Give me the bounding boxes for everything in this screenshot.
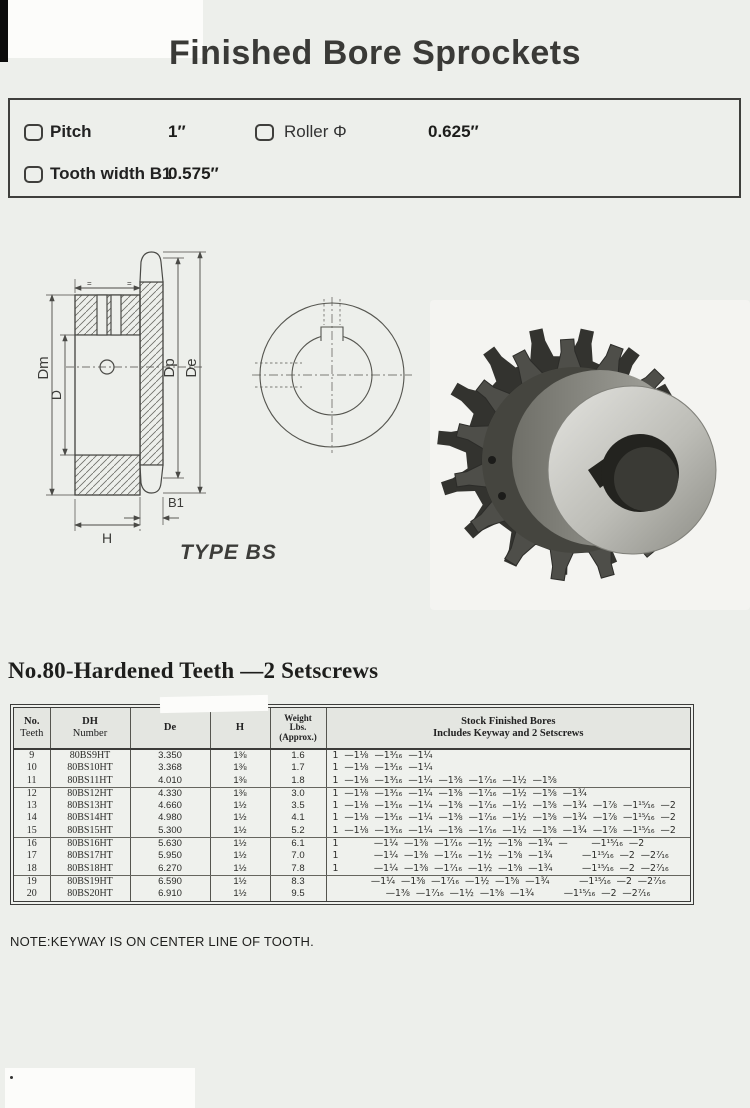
cell-dh: 80BS9HT	[50, 749, 130, 762]
col-header-h: H	[210, 708, 270, 749]
dim-label-dp: Dp	[161, 358, 178, 378]
spec-toothwidth-label: Tooth width B1	[50, 164, 172, 183]
sprocket-photo	[430, 300, 750, 610]
cell-de: 4.980	[130, 812, 210, 824]
cell-weight: 6.1	[270, 838, 326, 851]
cell-bores: 1 —1⅛ —1³⁄₁₆ —1¼ —1⅜ —1⁷⁄₁₆ —1½ —1⅝ —1¾ —1⅞ —1¹⁵⁄₁₆ —2	[332, 812, 676, 824]
table-row	[14, 838, 690, 851]
bullet-icon	[24, 166, 43, 183]
cell-dh: 80BS11HT	[50, 775, 130, 788]
cell-de: 6.270	[130, 863, 210, 876]
spec-roller-label: Roller Φ	[284, 122, 347, 141]
cell-teeth: 14	[14, 812, 50, 824]
cell-h: 1½	[210, 812, 270, 824]
cell-weight: 9.5	[270, 888, 326, 900]
cell-h: 1½	[210, 800, 270, 812]
table-row	[14, 775, 690, 788]
bullet-icon	[255, 124, 274, 141]
cell-teeth: 11	[14, 775, 50, 788]
cell-bores: 1 —1⅛ —1³⁄₁₆ —1¼ —1⅜ —1⁷⁄₁₆ —1½ —1⅝	[326, 775, 690, 788]
cell-h: 1½	[210, 863, 270, 876]
spec-roller-value: 0.625″	[428, 122, 479, 141]
scan-whiteout-patch	[160, 695, 268, 713]
dim-label-b1: B1	[168, 495, 184, 510]
cell-weight: 7.0	[270, 850, 326, 862]
cell-de: 3.350	[130, 749, 210, 762]
cell-weight: 1.6	[270, 749, 326, 762]
col-header-weight: Weight Lbs. (Approx.)	[270, 708, 326, 749]
cell-dh: 80BS19HT	[50, 875, 130, 888]
setscrew-hole	[488, 456, 496, 464]
cell-bores: 1 —1¼ —1⅜ —1⁷⁄₁₆ —1½ —1⅝ —1¾ —1¹⁵⁄₁₆ —2 —2⁷⁄₁₆	[326, 863, 690, 876]
cell-dh: 80BS12HT	[50, 787, 130, 800]
cell-teeth: 12	[14, 787, 50, 800]
technical-drawing	[30, 235, 430, 580]
cell-de: 4.660	[130, 800, 210, 812]
cell-teeth: 16	[14, 838, 50, 851]
cell-bores: —1⅜ —1⁷⁄₁₆ —1½ —1⅝ —1¾ —1¹⁵⁄₁₆ —2 —2⁷⁄₁₆	[332, 888, 651, 900]
cell-de: 4.330	[130, 787, 210, 800]
table-row	[14, 787, 690, 800]
cell-h: 1½	[210, 825, 270, 838]
cell-dh: 80BS17HT	[50, 850, 130, 862]
table-body	[14, 749, 690, 901]
dim-label-d: D	[48, 389, 64, 401]
equal-mark: =	[127, 279, 132, 288]
cell-teeth: 17	[14, 850, 50, 862]
cell-h: 1½	[210, 838, 270, 851]
cell-teeth: 15	[14, 825, 50, 838]
col-header-de: De	[130, 708, 210, 749]
bore-inner-shade	[614, 447, 678, 511]
cell-de: 3.368	[130, 762, 210, 774]
cell-h: 1½	[210, 850, 270, 862]
cell-de: 5.950	[130, 850, 210, 862]
cell-teeth: 9	[14, 749, 50, 762]
cell-dh: 80BS18HT	[50, 863, 130, 876]
cell-bores: 1 —1¼ —1⅜ —1⁷⁄₁₆ —1½ —1⅝ —1¾ —1¹⁵⁄₁₆ —2 —2⁷⁄₁₆	[332, 850, 669, 862]
cell-weight: 8.3	[270, 875, 326, 888]
table-row	[14, 800, 690, 812]
bullet-icon	[24, 124, 43, 141]
table-heading: No.80-Hardened Teeth —2 Setscrews	[8, 658, 379, 683]
footnote: NOTE:KEYWAY IS ON CENTER LINE OF TOOTH.	[10, 934, 314, 949]
cell-de: 5.300	[130, 825, 210, 838]
cell-h: 1⅜	[210, 775, 270, 788]
cell-bores: 1 —1¼ —1⅜ —1⁷⁄₁₆ —1½ —1⅝ —1¾ — —1¹⁵⁄₁₆ —2	[332, 838, 645, 850]
table-row	[14, 875, 690, 888]
cell-h: 1⅜	[210, 749, 270, 762]
dim-label-dm: Dm	[35, 356, 52, 380]
cell-bores: 1 —1⅛ —1³⁄₁₆ —1¼	[332, 750, 433, 761]
cell-teeth: 19	[14, 875, 50, 888]
cell-teeth: 20	[14, 888, 50, 900]
cell-weight: 4.1	[270, 812, 326, 824]
cell-weight: 3.5	[270, 800, 326, 812]
cell-de: 5.630	[130, 838, 210, 851]
table-row	[14, 749, 690, 762]
cell-dh: 80BS20HT	[50, 888, 130, 900]
cell-weight: 5.2	[270, 825, 326, 838]
table-row	[14, 863, 690, 876]
spec-pitch-label: Pitch	[50, 122, 92, 141]
cell-dh: 80BS10HT	[50, 762, 130, 774]
table-row	[14, 888, 690, 900]
cell-teeth: 18	[14, 863, 50, 876]
cell-h: 1½	[210, 875, 270, 888]
col-header-bores: Stock Finished Bores Includes Keyway and 2 Setscrews	[326, 708, 690, 749]
table-row	[14, 825, 690, 838]
spec-pitch-value: 1″	[168, 122, 186, 141]
cell-de: 6.910	[130, 888, 210, 900]
cell-h: 1⅜	[210, 762, 270, 774]
dim-label-de: De	[183, 358, 200, 378]
cell-bores: 1 —1⅛ —1³⁄₁₆ —1¼ —1⅜ —1⁷⁄₁₆ —1½ —1⅝ —1¾ —1⅞ —1¹⁵⁄₁₆ —2	[332, 800, 676, 812]
cell-weight: 3.0	[270, 787, 326, 800]
front-view	[252, 297, 412, 453]
cell-de: 6.590	[130, 875, 210, 888]
col-header-teeth: No. Teeth	[14, 708, 50, 749]
dim-label-h: H	[102, 530, 113, 546]
cell-weight: 1.7	[270, 762, 326, 774]
cell-de: 4.010	[130, 775, 210, 788]
cell-dh: 80BS13HT	[50, 800, 130, 812]
cell-h: 1⅜	[210, 787, 270, 800]
spec-box	[8, 98, 741, 198]
cell-bores: 1 —1⅛ —1³⁄₁₆ —1¼ —1⅜ —1⁷⁄₁₆ —1½ —1⅝ —1¾ —1⅞ —1¹⁵⁄₁₆ —2	[326, 825, 690, 838]
spec-toothwidth-value: 0.575″	[168, 164, 219, 183]
cell-teeth: 10	[14, 762, 50, 774]
cell-bores: 1 —1⅛ —1³⁄₁₆ —1¼ —1⅜ —1⁷⁄₁₆ —1½ —1⅝ —1¾	[332, 787, 587, 799]
cell-teeth: 13	[14, 800, 50, 812]
cell-bores: 1 —1⅛ —1³⁄₁₆ —1¼	[332, 762, 433, 774]
col-header-dh: DH Number	[50, 708, 130, 749]
setscrew-hole	[498, 492, 506, 500]
cell-weight: 7.8	[270, 863, 326, 876]
cell-bores: —1¼ —1⅜ —1⁷⁄₁₆ —1½ —1⅝ —1¾ —1¹⁵⁄₁₆ —2 —2⁷⁄₁₆	[332, 875, 666, 887]
cell-dh: 80BS16HT	[50, 838, 130, 851]
cell-h: 1½	[210, 888, 270, 900]
cell-weight: 1.8	[270, 775, 326, 788]
equal-mark: =	[87, 279, 92, 288]
table-row	[14, 762, 690, 774]
table-row	[14, 812, 690, 824]
table-header-row	[14, 708, 690, 749]
type-bs-label: TYPE BS	[180, 541, 277, 564]
scan-white-patch-bottom	[5, 1068, 195, 1108]
cell-dh: 80BS15HT	[50, 825, 130, 838]
scan-dot	[10, 1076, 13, 1079]
table-row	[14, 850, 690, 862]
sprocket-table	[10, 704, 694, 905]
page-title: Finished Bore Sprockets	[168, 34, 582, 72]
cell-dh: 80BS14HT	[50, 812, 130, 824]
